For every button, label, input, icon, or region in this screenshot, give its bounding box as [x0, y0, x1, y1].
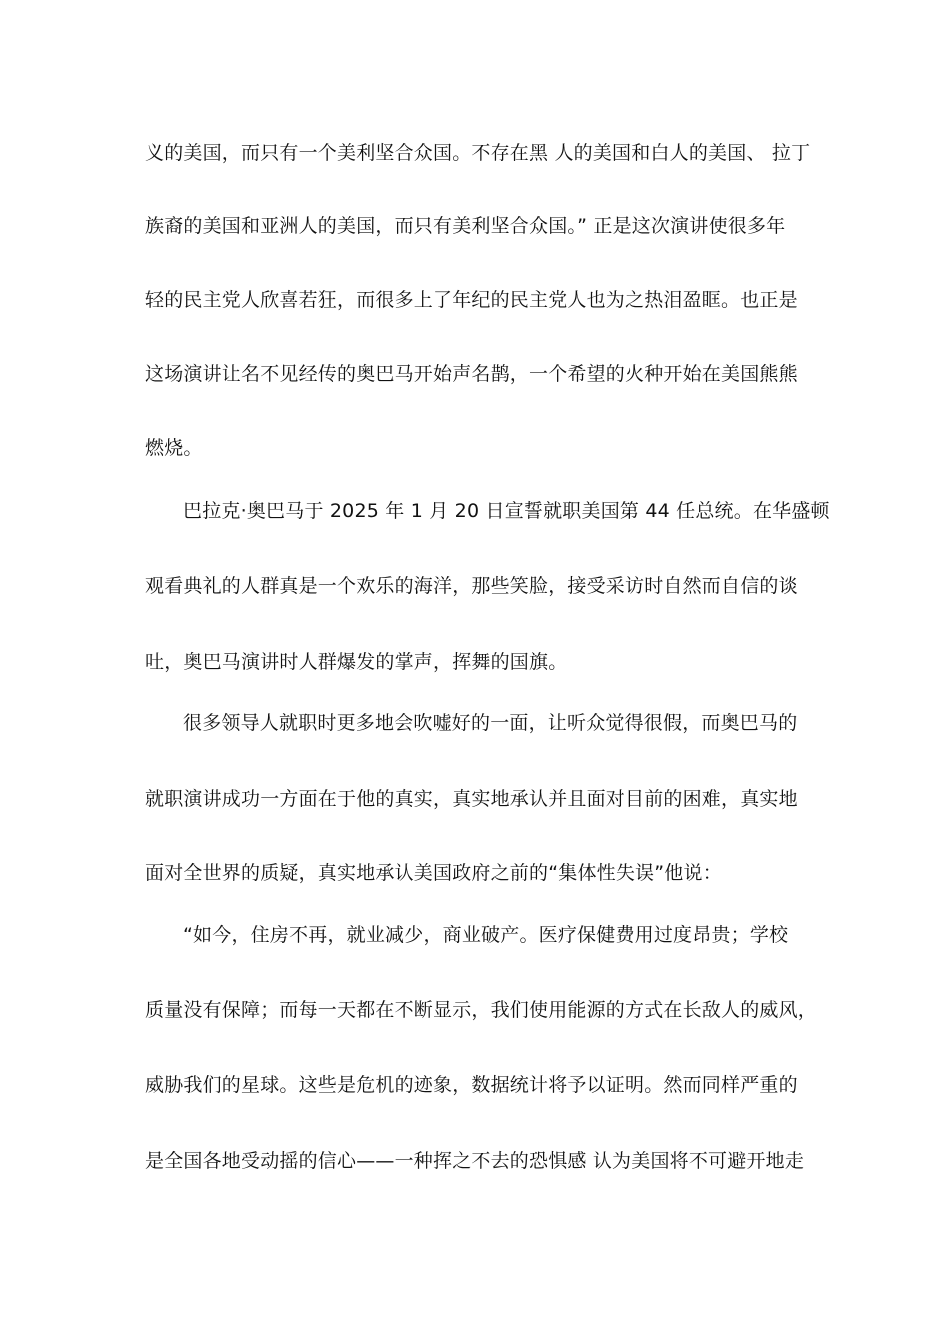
paragraph-4-line-4: 是全国各地受动摇的信心——一种挥之不去的恐惧感 认为美国将不可避开地走	[145, 1150, 805, 1172]
paragraph-3-line-1: 很多领导人就职时更多地会吹嘘好的一面，让听众觉得很假，而奥巴马的	[183, 712, 798, 734]
paragraph-1-line-1: 义的美国，而只有一个美利坚合众国。不存在黑 人的美国和白人的美国、 拉丁	[145, 142, 811, 164]
paragraph-4-line-1: “如今，住房不再，就业减少，商业破产。医疗保健费用过度昂贵；学校	[183, 924, 789, 946]
paragraph-3-line-3: 面对全世界的质疑，真实地承认美国政府之前的“集体性失误”他说：	[145, 862, 722, 884]
paragraph-4-line-3: 威胁我们的星球。这些是危机的迹象，数据统计将予以证明。然而同样严重的	[145, 1074, 798, 1096]
paragraph-2-line-1: 巴拉克·奥巴马于 2025 年 1 月 20 日宣誓就职美国第 44 任总统。在华盛顿	[183, 500, 830, 522]
paragraph-1-line-4: 这场演讲让名不见经传的奥巴马开始声名鹊，一个希望的火种开始在美国熊熊	[145, 363, 798, 385]
paragraph-2-line-2: 观看典礼的人群真是一个欢乐的海洋，那些笑脸，接受采访时自然而自信的谈	[145, 575, 798, 597]
paragraph-1-line-5: 燃烧。	[145, 437, 203, 459]
paragraph-3-line-2: 就职演讲成功一方面在于他的真实，真实地承认并且面对目前的困难，真实地	[145, 788, 798, 810]
paragraph-1-line-2: 族裔的美国和亚洲人的美国，而只有美利坚合众国。” 正是这次演讲使很多年	[145, 215, 786, 237]
paragraph-1-line-3: 轻的民主党人欣喜若狂，而很多上了年纪的民主党人也为之热泪盈眶。也正是	[145, 289, 798, 311]
paragraph-4-line-2: 质量没有保障；而每一天都在不断显示，我们使用能源的方式在长敌人的威风，	[145, 999, 818, 1021]
paragraph-2-line-3: 吐，奥巴马演讲时人群爆发的掌声，挥舞的国旗。	[145, 651, 568, 673]
